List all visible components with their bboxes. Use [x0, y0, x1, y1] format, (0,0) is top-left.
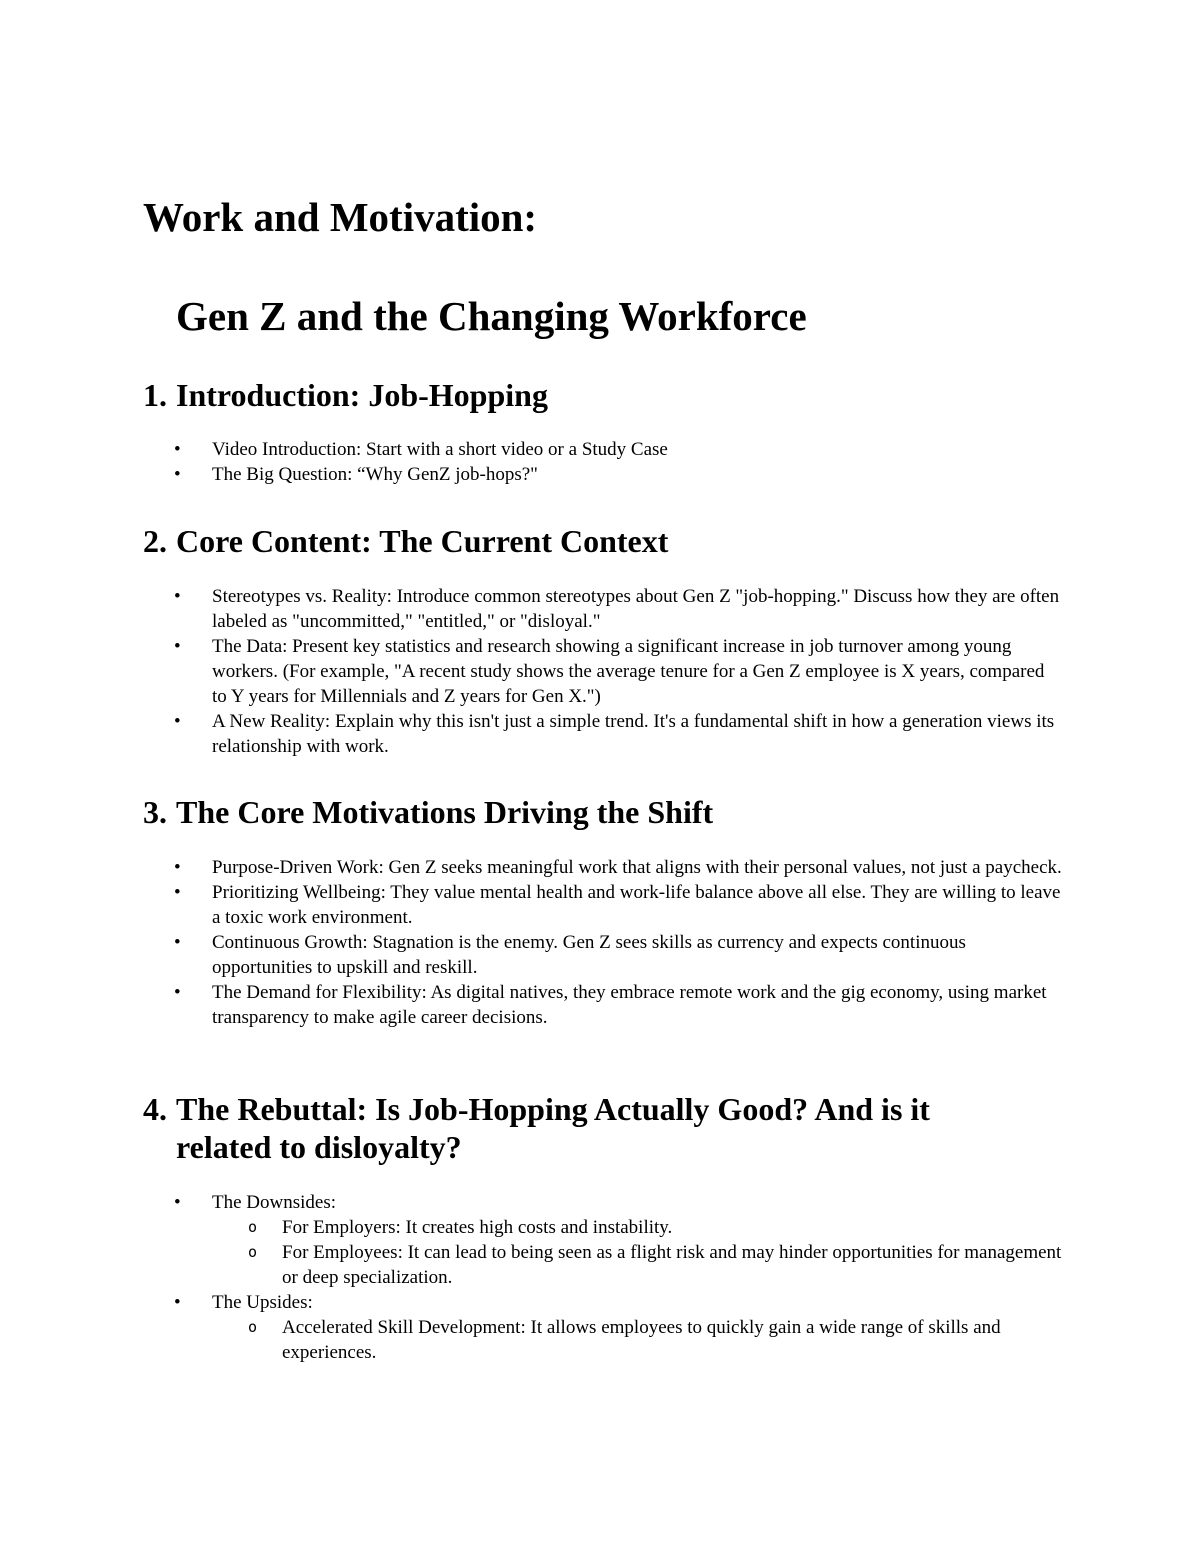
section-1-heading [143, 376, 548, 414]
list-item-label: The Downsides: [212, 1192, 337, 1213]
list-item: • Continuous Growth: Stagnation is the enemy. Gen Z sees skills as currency and expects continuous opportunities to upskill and reskill. [0, 930, 1062, 980]
section-2-heading [143, 522, 668, 560]
section-heading-text: Introduction: Job-Hopping [176, 377, 548, 413]
list-item: • Stereotypes vs. Reality: Introduce common stereotypes about Gen Z "job-hopping." Discuss how they are often labeled as "uncommitted," "entitled," or "disloyal." [0, 584, 1062, 634]
upsides-sublist [212, 1315, 1062, 1365]
sublist-item: o Accelerated Skill Development: It allows employees to quickly gain a wide range of skills and experiences. [212, 1315, 1062, 1365]
list-item: • The Big Question: “Why GenZ job-hops?" [0, 462, 1062, 487]
list-item: • A New Reality: Explain why this isn't just a simple trend. It's a fundamental shift in how a generation views its relationship with work. [0, 709, 1062, 759]
list-item-downsides [0, 1190, 1062, 1290]
section-2-list [0, 584, 1200, 759]
section-4-heading [143, 1090, 930, 1166]
list-item: • Prioritizing Wellbeing: They value mental health and work-life balance above all else. They are willing to leave a toxic work environment. [0, 880, 1062, 930]
section-heading-text: The Rebuttal: Is Job-Hopping Actually Good? And is it [176, 1091, 930, 1127]
section-heading-text: Core Content: The Current Context [176, 523, 669, 559]
section-4-list [0, 1190, 1200, 1365]
section-1-list [0, 437, 1200, 487]
list-item-label: The Upsides: [212, 1292, 313, 1313]
list-item: • Video Introduction: Start with a short video or a Study Case [0, 437, 1062, 462]
list-item: • The Demand for Flexibility: As digital natives, they embrace remote work and the gig economy, using market transparency to make agile career decisions. [0, 980, 1062, 1030]
list-item-upsides [0, 1290, 1062, 1365]
sublist-item: o For Employers: It creates high costs and instability. [212, 1215, 1062, 1240]
section-heading-text-continued: related to disloyalty? [176, 1129, 462, 1165]
section-number: 4. [143, 1091, 167, 1127]
section-heading-text: The Core Motivations Driving the Shift [176, 794, 714, 830]
sublist-item: o For Employees: It can lead to being seen as a flight risk and may hinder opportunities for management or deep specialization. [212, 1240, 1062, 1290]
section-number: 3. [143, 794, 167, 830]
section-number: 2. [143, 523, 167, 559]
section-3-list [0, 855, 1200, 1030]
document-title: Work and Motivation: [143, 194, 538, 240]
downsides-sublist [212, 1215, 1062, 1290]
section-number: 1. [143, 377, 167, 413]
list-item: • The Data: Present key statistics and research showing a significant increase in job turnover among young workers. (For example, "A recent study shows the average tenure for a Gen Z employee is X years, compared to Y years for Millennials and Z years for Gen X.") [0, 634, 1062, 709]
document-subtitle: Gen Z and the Changing Workforce [176, 293, 807, 339]
section-3-heading [143, 793, 713, 831]
list-item: • Purpose-Driven Work: Gen Z seeks meaningful work that aligns with their personal values, not just a paycheck. [0, 855, 1062, 880]
